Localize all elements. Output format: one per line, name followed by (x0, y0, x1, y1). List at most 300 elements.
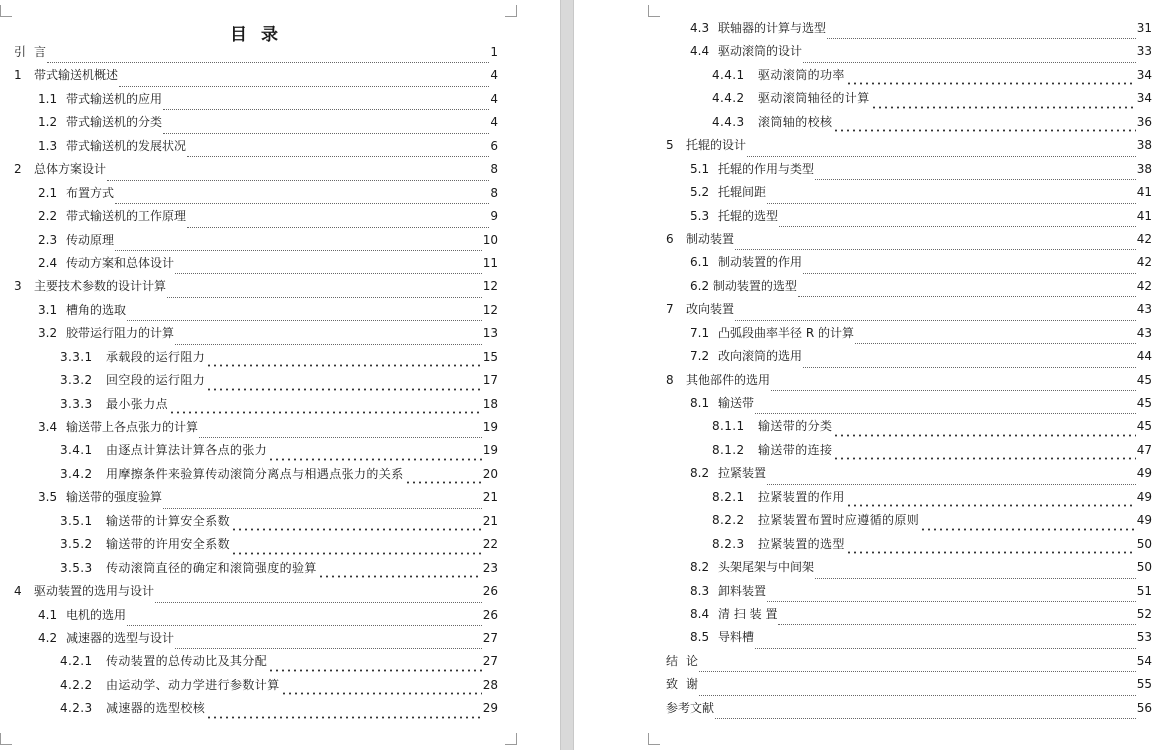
toc-entry[interactable] (14, 301, 498, 324)
toc-entry-title: 6.2 制动装置的选型 (690, 278, 797, 293)
dot-leader (767, 601, 1136, 602)
toc-entry[interactable] (14, 629, 498, 652)
toc-entry-number: 3.4 (38, 420, 58, 434)
toc-entry-page-number: 19 (482, 420, 498, 434)
toc-entry-number: 4 (14, 584, 22, 599)
toc-entry-page-number: 56 (1136, 700, 1152, 715)
toc-entry-number: 8.2.2 (712, 513, 745, 528)
toc-entry[interactable] (14, 43, 498, 66)
toc-entry-page-number: 53 (1136, 630, 1152, 645)
toc-entry-title: 论 (686, 653, 699, 668)
toc-entry-title: 总体方案设计 (34, 162, 107, 177)
toc-entry-number: 2.4 (38, 255, 58, 270)
toc-entry-page-number: 31 (1136, 21, 1152, 35)
toc-entry-title: 拉紧装置的作用 (758, 489, 845, 504)
dot-leader (187, 156, 489, 157)
dot-leader (755, 413, 1136, 414)
toc-entry-page-number: 4 (490, 68, 498, 83)
toc-entry-page-number: 38 (1136, 161, 1152, 176)
dot-leader (127, 320, 482, 321)
toc-entry-page-number: 21 (482, 513, 498, 528)
document-page-right (574, 0, 1164, 750)
dot-leader (846, 82, 1136, 85)
toc-entry-page-number: 4 (490, 115, 498, 130)
toc-entry-title: 托辊的选型 (718, 208, 779, 223)
toc-entry-title: 驱动滚筒的设计 (718, 44, 803, 59)
toc-entry-title: 由运动学、动力学进行参数计算 (106, 677, 280, 692)
toc-entry-title: 凸弧段曲率半径 R 的计算 (718, 325, 854, 340)
toc-entry-page-number: 6 (490, 138, 498, 153)
toc-entry-page-number: 45 (1136, 396, 1152, 410)
dot-leader (119, 86, 489, 87)
toc-entry[interactable] (14, 465, 498, 488)
toc-entry[interactable] (666, 652, 1152, 675)
toc-entry-page-number: 34 (1136, 67, 1152, 82)
toc-entry-title: 头架尾架与中间架 (718, 560, 815, 575)
toc-entry-number: 3.2 (38, 326, 58, 341)
toc-entry-number: 2.1 (38, 185, 58, 200)
toc-entry-page-number: 13 (482, 326, 498, 341)
toc-entry-number: 3.4.2 (60, 466, 93, 481)
toc-entry-title: 滚筒轴的校核 (758, 114, 833, 129)
toc-entry[interactable] (666, 582, 1152, 605)
toc-entry-number: 4.2.3 (60, 701, 93, 716)
toc-entry-title: 布置方式 (66, 185, 115, 200)
toc-entry-number: 3.3.1 (60, 349, 93, 364)
toc-entry-number: 1.3 (38, 138, 58, 153)
toc-entry-page-number: 28 (482, 677, 498, 692)
toc-entry-page-number: 23 (482, 560, 498, 575)
toc-entry-title: 改向装置 (686, 302, 735, 317)
toc-entry-title: 制动装置 (686, 231, 735, 246)
toc-entry-title: 输送带上各点张力的计算 (66, 420, 199, 434)
toc-entry-title: 主要技术参数的设计计算 (34, 279, 167, 294)
dot-leader (798, 296, 1136, 297)
toc-entry[interactable] (666, 300, 1152, 323)
dot-leader (755, 648, 1136, 649)
toc-entry-page-number: 49 (1136, 489, 1152, 504)
toc-entry-title: 最小张力点 (106, 396, 169, 411)
dot-leader (206, 364, 482, 367)
toc-entry[interactable] (666, 628, 1152, 651)
toc-entry[interactable] (666, 253, 1152, 276)
toc-entry-title: 回空段的运行阻力 (106, 373, 206, 388)
toc-entry-title: 联轴器的计算与选型 (718, 21, 827, 35)
toc-entry-title: 输送带 (718, 396, 755, 410)
toc-entry[interactable] (666, 347, 1152, 370)
dot-leader (771, 390, 1136, 391)
toc-entry-title: 输送带的许用安全系数 (106, 537, 231, 552)
toc-entry-title: 输送带的连接 (758, 442, 833, 457)
toc-entry-page-number: 12 (482, 302, 498, 317)
toc-entry[interactable] (666, 207, 1152, 230)
toc-entry-title: 驱动滚筒轴径的计算 (758, 91, 870, 106)
toc-entry-title: 传动装置的总传动比及其分配 (106, 654, 268, 669)
dot-leader (231, 552, 482, 555)
toc-entry-number: 4.4.2 (712, 91, 745, 106)
toc-entry[interactable] (666, 66, 1152, 89)
dot-leader (163, 109, 489, 110)
toc-entry[interactable] (14, 160, 498, 183)
toc-entry-page-number: 10 (482, 232, 498, 247)
toc-entry-page-number: 8 (490, 162, 498, 177)
toc-entry[interactable] (14, 676, 498, 699)
toc-entry[interactable] (666, 160, 1152, 183)
toc-entry-title: 减速器的选型校核 (106, 701, 206, 716)
toc-entry-number: 3.1 (38, 302, 58, 317)
toc-entry-number: 5.2 (690, 185, 710, 200)
toc-entry[interactable] (14, 652, 498, 675)
toc-entry-number: 4.3 (690, 21, 710, 35)
dot-leader (779, 226, 1136, 227)
dot-leader (405, 481, 482, 484)
toc-entry-number: 引 (14, 45, 27, 59)
toc-entry-number: 4.2.1 (60, 654, 93, 669)
toc-entry-page-number: 41 (1136, 208, 1152, 223)
toc-entry-number: 致 (666, 677, 679, 692)
toc-entry[interactable] (666, 89, 1152, 112)
toc-entry-number: 4.4.3 (712, 114, 745, 129)
dot-leader (833, 457, 1135, 460)
toc-entry-title: 参考文献 (666, 700, 715, 715)
toc-entry-title: 驱动滚筒的功率 (758, 67, 845, 82)
dot-leader (47, 62, 489, 63)
toc-entry-title: 胶带运行阻力的计算 (66, 326, 175, 341)
toc-entry[interactable] (14, 324, 498, 347)
toc-entry-title: 改向滚筒的选用 (718, 349, 803, 364)
toc-entry-number: 3 (14, 279, 22, 294)
toc-entry-page-number: 43 (1136, 325, 1152, 340)
toc-entry-title: 输送带的强度验算 (66, 490, 163, 505)
toc-entry-number: 8.5 (690, 630, 710, 645)
dot-leader (199, 437, 482, 438)
page-gutter (560, 0, 574, 750)
toc-entry-page-number: 47 (1136, 442, 1152, 457)
toc-entry-page-number: 42 (1136, 231, 1152, 246)
toc-entry-number: 2.3 (38, 232, 58, 247)
toc-entry-title: 槽角的选取 (66, 302, 127, 317)
dot-leader (206, 388, 482, 391)
toc-entry-title: 托辊的设计 (686, 138, 747, 153)
toc-entry-title: 由逐点计算法计算各点的张力 (106, 443, 268, 458)
toc-entry[interactable] (666, 136, 1152, 159)
toc-entry[interactable] (14, 113, 498, 136)
toc-entry[interactable] (666, 183, 1152, 206)
toc-entry-page-number: 27 (482, 654, 498, 669)
toc-entry-page-number: 1 (490, 45, 498, 59)
toc-entry[interactable] (666, 511, 1152, 534)
toc-entry-page-number: 43 (1136, 302, 1152, 317)
dot-leader (833, 129, 1135, 132)
crop-mark (505, 5, 517, 17)
toc-entry[interactable] (666, 394, 1152, 417)
dot-leader (871, 106, 1136, 109)
toc-entry[interactable] (14, 277, 498, 300)
toc-entry-page-number: 52 (1136, 606, 1152, 621)
toc-entry-number: 6 (666, 231, 674, 246)
toc-entry-number: 8.1 (690, 396, 710, 410)
toc-entry-title: 清 扫 装 置 (718, 606, 778, 621)
dot-leader (803, 367, 1136, 368)
toc-entry-page-number: 49 (1136, 466, 1152, 481)
toc-entry[interactable] (666, 324, 1152, 347)
toc-entry-page-number: 44 (1136, 349, 1152, 364)
toc-entry-number: 8.2.3 (712, 536, 745, 551)
dot-leader (163, 508, 482, 509)
toc-entry-title: 电机的选用 (66, 607, 127, 622)
toc-entry-number: 8.4 (690, 606, 710, 621)
toc-entry[interactable] (14, 488, 498, 511)
crop-mark (648, 5, 660, 17)
toc-entry-title: 带式输送机的工作原理 (66, 209, 187, 224)
toc-entry[interactable] (14, 184, 498, 207)
toc-entry-page-number: 50 (1136, 536, 1152, 551)
toc-entry-title: 传动滚筒直径的确定和滚筒强度的验算 (106, 560, 317, 575)
toc-entry[interactable] (666, 675, 1152, 698)
toc-entry[interactable] (666, 441, 1152, 464)
toc-entry[interactable] (14, 254, 498, 277)
toc-entry-page-number: 12 (482, 279, 498, 294)
crop-mark (505, 733, 517, 745)
toc-entry-title: 传动原理 (66, 232, 115, 247)
toc-entry-page-number: 36 (1136, 114, 1152, 129)
toc-entry[interactable] (14, 512, 498, 535)
toc-entry[interactable] (666, 113, 1152, 136)
toc-entry[interactable] (666, 535, 1152, 558)
toc-entry-page-number: 9 (490, 209, 498, 224)
toc-entry-title: 带式输送机的分类 (66, 115, 163, 130)
toc-entry[interactable] (14, 395, 498, 418)
dot-leader (318, 575, 482, 578)
toc-entry-number: 8.1.1 (712, 419, 745, 434)
dot-leader (815, 578, 1136, 579)
dot-leader (920, 528, 1136, 531)
dot-leader (175, 344, 482, 345)
toc-entry-title: 托辊间距 (718, 185, 767, 200)
dot-leader (206, 716, 482, 719)
toc-entry[interactable] (14, 582, 498, 605)
toc-entry-title: 带式输送机的应用 (66, 91, 163, 106)
toc-entry[interactable] (666, 558, 1152, 581)
toc-entry-page-number: 45 (1136, 372, 1152, 387)
dot-leader (107, 180, 489, 181)
toc-entry-page-number: 50 (1136, 560, 1152, 575)
toc-entry-page-number: 42 (1136, 278, 1152, 293)
dot-leader (163, 133, 489, 134)
toc-entry-page-number: 45 (1136, 419, 1152, 434)
toc-entry[interactable] (14, 207, 498, 230)
toc-entry-title: 拉紧装置布置时应遵循的原则 (758, 513, 920, 528)
dot-leader (855, 343, 1136, 344)
dot-leader (127, 625, 482, 626)
dot-leader (715, 718, 1136, 719)
toc-entry-title: 制动装置的作用 (718, 255, 803, 270)
toc-entry[interactable] (14, 348, 498, 371)
toc-entry-page-number: 49 (1136, 513, 1152, 528)
document-page-left (0, 0, 560, 750)
toc-entry-number: 3.5.3 (60, 560, 93, 575)
dot-leader (281, 692, 482, 695)
toc-entry-title: 传动方案和总体设计 (66, 255, 175, 270)
toc-entry-number: 3.3.3 (60, 396, 93, 411)
toc-entry[interactable] (666, 605, 1152, 628)
dot-leader (846, 551, 1136, 554)
dot-leader (827, 38, 1136, 39)
toc-entry[interactable] (14, 90, 498, 113)
dot-leader (699, 671, 1136, 672)
toc-entry-number: 8.3 (690, 583, 710, 598)
toc-entry[interactable] (14, 441, 498, 464)
toc-entry-number: 3.4.1 (60, 443, 93, 458)
toc-entry-number: 4.4 (690, 44, 710, 59)
toc-entry-page-number: 34 (1136, 91, 1152, 106)
toc-entry-number: 4.4.1 (712, 67, 745, 82)
toc-entry-title: 输送带的分类 (758, 419, 833, 434)
dot-leader (115, 250, 482, 251)
toc-entry[interactable] (666, 230, 1152, 253)
dot-leader (187, 227, 489, 228)
toc-entry[interactable] (666, 277, 1152, 300)
toc-entry[interactable] (14, 66, 498, 89)
toc-entry[interactable] (14, 231, 498, 254)
dot-leader (735, 320, 1136, 321)
toc-entry-title: 驱动装置的选用与设计 (34, 584, 155, 599)
dot-leader (268, 669, 482, 672)
toc-entry-number: 4.2.2 (60, 677, 93, 692)
toc-entry[interactable] (666, 699, 1152, 722)
toc-entry-number: 6.1 (690, 255, 710, 270)
toc-entry[interactable] (14, 606, 498, 629)
dot-leader (268, 458, 482, 461)
toc-entry-number: 7 (666, 302, 674, 317)
dot-leader (231, 528, 482, 531)
toc-entry-page-number: 26 (482, 584, 498, 599)
dot-leader (169, 411, 482, 414)
toc-entry-page-number: 8 (490, 185, 498, 200)
toc-entry-number: 5.1 (690, 161, 710, 176)
toc-entry-page-number: 15 (482, 349, 498, 364)
toc-list-right (666, 19, 1152, 722)
toc-entry-page-number: 41 (1136, 185, 1152, 200)
toc-entry-number: 7.1 (690, 325, 710, 340)
crop-mark (0, 733, 12, 745)
toc-entry-number: 1.2 (38, 115, 58, 130)
toc-entry[interactable] (14, 371, 498, 394)
toc-entry-page-number: 27 (482, 630, 498, 645)
toc-entry-title: 用摩擦条件来验算传动滚筒分离点与相遇点张力的关系 (106, 466, 404, 481)
toc-entry-page-number: 18 (482, 396, 498, 411)
toc-entry-page-number: 21 (482, 490, 498, 505)
toc-entry-number: 8.2.1 (712, 489, 745, 504)
toc-entry-number: 2 (14, 162, 22, 177)
toc-entry-number: 3.5 (38, 490, 58, 505)
toc-entry-number: 1.1 (38, 91, 58, 106)
toc-entry[interactable] (14, 699, 498, 722)
dot-leader (767, 484, 1136, 485)
toc-entry[interactable] (666, 464, 1152, 487)
toc-entry-page-number: 54 (1136, 653, 1152, 668)
dot-leader (167, 297, 482, 298)
dot-leader (155, 602, 482, 603)
dot-leader (115, 203, 489, 204)
toc-entry-title: 言 (34, 45, 47, 59)
dot-leader (778, 624, 1135, 625)
toc-entry-page-number: 51 (1136, 583, 1152, 598)
toc-entry-title: 减速器的选型与设计 (66, 630, 175, 645)
dot-leader (815, 179, 1136, 180)
toc-entry[interactable] (666, 488, 1152, 511)
toc-entry-page-number: 19 (482, 443, 498, 458)
toc-entry-number: 4.1 (38, 607, 58, 622)
dot-leader (699, 695, 1136, 696)
toc-entry-number: 5 (666, 138, 674, 153)
toc-entry[interactable] (14, 559, 498, 582)
toc-entry-page-number: 38 (1136, 138, 1152, 153)
toc-list-left (14, 43, 498, 723)
toc-entry-page-number: 29 (482, 701, 498, 716)
toc-entry-number: 5.3 (690, 208, 710, 223)
toc-entry[interactable] (666, 417, 1152, 440)
toc-entry-title: 输送带的计算安全系数 (106, 513, 231, 528)
toc-entry-number: 结 (666, 653, 679, 668)
dot-leader (747, 156, 1136, 157)
toc-entry-page-number: 4 (490, 91, 498, 106)
toc-entry-page-number: 42 (1136, 255, 1152, 270)
toc-entry-page-number: 22 (482, 537, 498, 552)
dot-leader (735, 249, 1136, 250)
toc-entry-number: 8.2 (690, 560, 710, 575)
toc-entry-page-number: 55 (1136, 677, 1152, 692)
crop-mark (0, 5, 12, 17)
toc-entry-title: 带式输送机的发展状况 (66, 138, 187, 153)
toc-entry-title: 带式输送机概述 (34, 68, 119, 83)
toc-entry-number: 7.2 (690, 349, 710, 364)
toc-entry[interactable] (666, 42, 1152, 65)
toc-entry-title: 承载段的运行阻力 (106, 349, 206, 364)
toc-entry-page-number: 20 (482, 466, 498, 481)
toc-entry-title: 托辊的作用与类型 (718, 161, 815, 176)
dot-leader (767, 203, 1136, 204)
toc-entry-title: 谢 (686, 677, 699, 692)
dot-leader (803, 273, 1136, 274)
toc-entry[interactable] (666, 371, 1152, 394)
toc-entry-number: 8.2 (690, 466, 710, 481)
toc-entry-number: 3.3.2 (60, 373, 93, 388)
crop-mark (648, 733, 660, 745)
dot-leader (833, 434, 1135, 437)
toc-entry-title: 导料槽 (718, 630, 755, 645)
toc-entry-page-number: 17 (482, 373, 498, 388)
toc-entry-number: 2.2 (38, 209, 58, 224)
dot-leader (175, 273, 482, 274)
dot-leader (846, 504, 1136, 507)
toc-entry-number: 8 (666, 372, 674, 387)
toc-entry[interactable] (14, 137, 498, 160)
toc-entry-title: 其他部件的选用 (686, 372, 771, 387)
toc-entry-number: 4.2 (38, 630, 58, 645)
toc-entry[interactable] (14, 535, 498, 558)
toc-entry[interactable] (14, 418, 498, 441)
toc-entry-page-number: 33 (1136, 44, 1152, 59)
toc-title: 目 录 (230, 25, 282, 45)
toc-entry-number: 1 (14, 68, 22, 83)
toc-entry-number: 3.5.1 (60, 513, 93, 528)
toc-entry-number: 3.5.2 (60, 537, 93, 552)
toc-entry-page-number: 11 (482, 255, 498, 270)
toc-entry[interactable] (666, 19, 1152, 42)
toc-entry-number: 8.1.2 (712, 442, 745, 457)
dot-leader (175, 648, 482, 649)
